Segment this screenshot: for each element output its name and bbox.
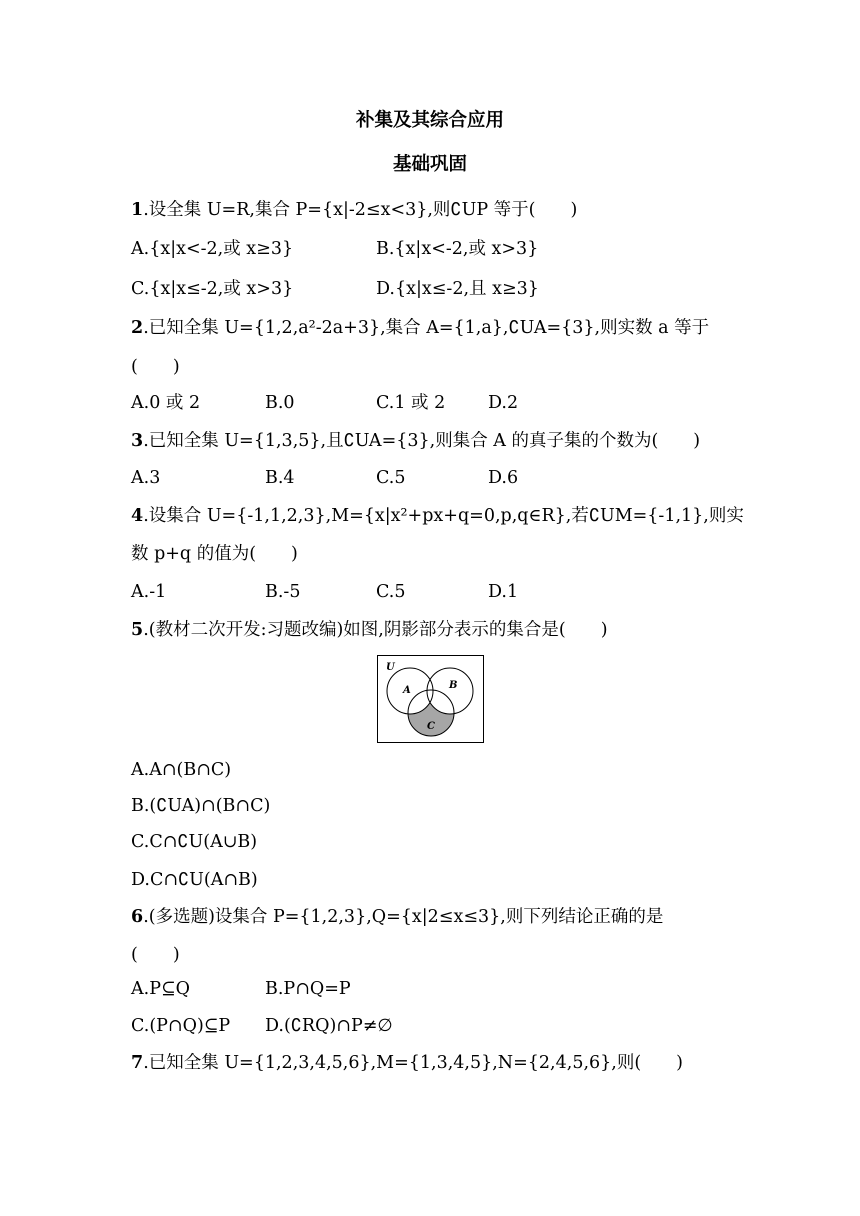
question-stem: .设集合 U={-1,1,2,3},M={x|x²+px+q=0,p,q∈R},若∁UM={-1,1},则实	[143, 506, 744, 526]
q3-option-d: D.6	[488, 468, 519, 488]
question-number: 7	[131, 1053, 144, 1073]
venn-diagram	[377, 655, 484, 743]
question-number: 3	[131, 431, 144, 451]
question-5	[131, 619, 608, 641]
question-stem: .设全集 U=R,集合 P={x|-2≤x<3},则∁UP 等于( )	[143, 200, 578, 220]
question-2-blank: ( )	[131, 357, 180, 377]
question-4	[131, 505, 744, 527]
q5-option-b: B.(∁UA)∩(B∩C)	[131, 796, 271, 816]
q5-option-a: A.A∩(B∩C)	[131, 760, 232, 780]
q1-option-d: D.{x|x≤-2,且 x≥3}	[376, 279, 539, 299]
question-stem: .已知全集 U={1,3,5},且∁UA={3},则集合 A 的真子集的个数为( )	[143, 431, 701, 451]
q6-option-b: B.P∩Q=P	[265, 979, 351, 999]
section-subtitle: 基础巩固	[392, 154, 467, 175]
question-stem: .(多选题)设集合 P={1,2,3},Q={x|2≤x≤3},则下列结论正确的是	[143, 907, 664, 927]
question-1	[131, 199, 577, 221]
question-3	[131, 430, 700, 452]
q4-option-c: C.5	[376, 582, 406, 602]
label-u: U	[386, 662, 395, 673]
question-stem: .已知全集 U={1,2,3,4,5,6},M={1,3,4,5},N={2,4,5,6},则( )	[143, 1053, 683, 1073]
q4-option-a: A.-1	[131, 582, 167, 602]
question-stem: .(教材二次开发:习题改编)如图,阴影部分表示的集合是( )	[143, 620, 608, 640]
q1-option-b: B.{x|x<-2,或 x>3}	[376, 239, 539, 259]
page-title: 补集及其综合应用	[355, 110, 504, 131]
question-number: 6	[131, 907, 144, 927]
q3-option-a: A.3	[131, 468, 161, 488]
question-number: 5	[131, 620, 144, 640]
question-7	[131, 1052, 683, 1074]
question-number: 4	[131, 506, 144, 526]
q5-option-c: C.C∩∁U(A∪B)	[131, 832, 258, 852]
question-6-blank: ( )	[131, 945, 180, 965]
q2-option-d: D.2	[488, 393, 519, 413]
question-stem: .已知全集 U={1,2,a²-2a+3},集合 A={1,a},∁UA={3},则实数 a 等于	[143, 318, 710, 338]
label-c: C	[427, 721, 435, 732]
q1-option-c: C.{x|x≤-2,或 x>3}	[131, 279, 294, 299]
q3-option-b: B.4	[265, 468, 295, 488]
q4-option-b: B.-5	[265, 582, 301, 602]
q4-option-d: D.1	[488, 582, 519, 602]
question-2	[131, 317, 709, 339]
q6-option-c: C.(P∩Q)⊆P	[131, 1016, 231, 1036]
question-number: 2	[131, 318, 144, 338]
label-a: A	[403, 685, 411, 696]
q5-option-d: D.C∩∁U(A∩B)	[131, 870, 258, 890]
label-b: B	[449, 680, 458, 691]
question-4-cont: 数 p+q 的值为( )	[131, 544, 298, 564]
question-number: 1	[131, 200, 144, 220]
q6-option-a: A.P⊆Q	[131, 979, 190, 999]
q6-option-d: D.(∁RQ)∩P≠∅	[265, 1016, 393, 1036]
question-6	[131, 906, 663, 928]
q2-option-c: C.1 或 2	[376, 393, 446, 413]
q2-option-a: A.0 或 2	[131, 393, 201, 413]
q1-option-a: A.{x|x<-2,或 x≥3}	[131, 239, 294, 259]
q2-option-b: B.0	[265, 393, 295, 413]
q3-option-c: C.5	[376, 468, 406, 488]
